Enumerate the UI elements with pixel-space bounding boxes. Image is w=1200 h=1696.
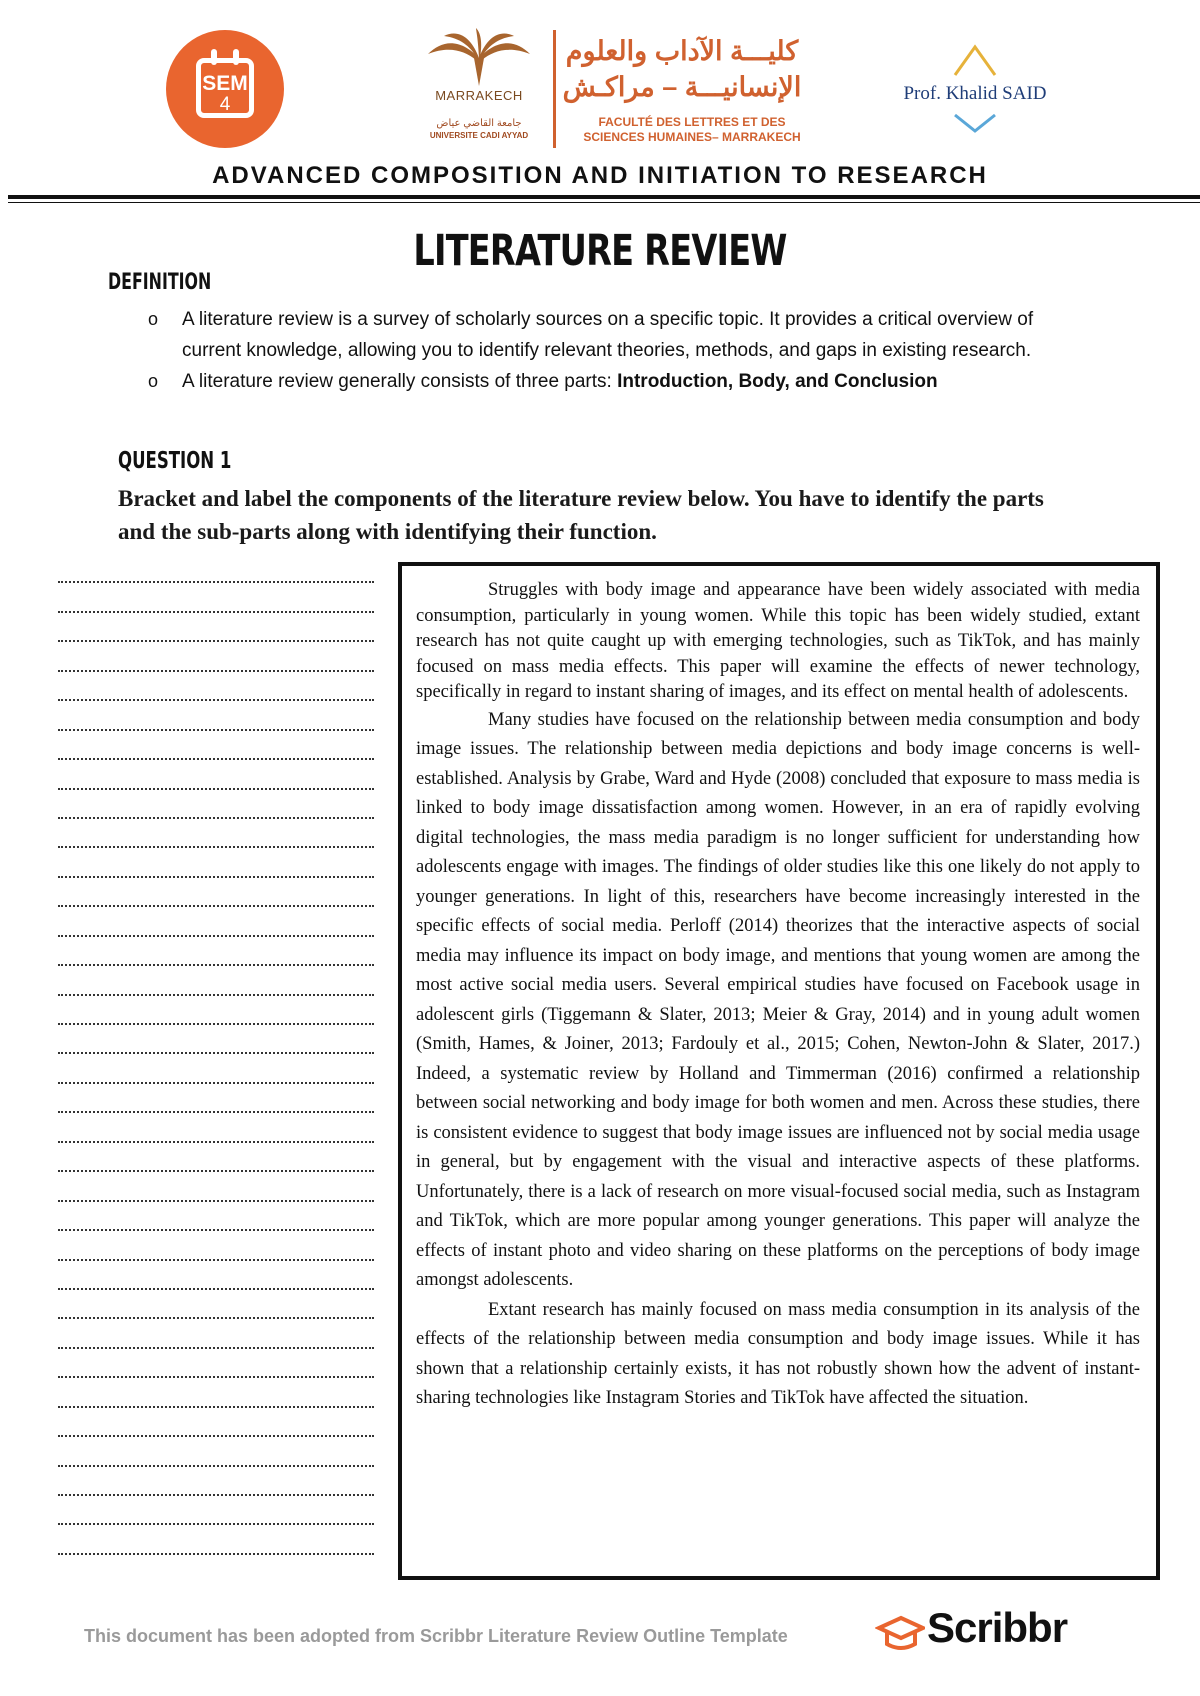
answer-line: [58, 972, 374, 1001]
answer-line: [58, 619, 374, 648]
faculty-name-ar-1: كليـــة الآداب والعلوم: [565, 36, 799, 66]
question-instructions: Bracket and label the components of the literature review below. You have to identify the parts and the sub-parts along with identifying their function.: [118, 486, 1044, 544]
answer-line: [58, 1384, 374, 1413]
answer-line: [58, 1473, 374, 1502]
answer-line: [58, 766, 374, 795]
answer-line: [58, 678, 374, 707]
answer-line: [58, 707, 374, 736]
answer-line: [58, 1031, 374, 1060]
definition-item: [142, 304, 1082, 366]
answer-line: [58, 1443, 374, 1472]
semester-badge: [166, 30, 284, 148]
faculty-name-fr-1: FACULTÉ DES LETTRES ET DES: [598, 115, 786, 129]
definition-text-2: A literature review generally consists of three parts:: [182, 371, 618, 392]
answer-line: [58, 737, 374, 766]
bullet-marker: o: [148, 371, 159, 391]
header-rule-thick: [8, 195, 1200, 199]
course-title: ADVANCED COMPOSITION AND INITIATION TO RESEARCH: [212, 162, 988, 189]
answer-line: [58, 1208, 374, 1237]
answer-line: [58, 1296, 374, 1325]
answer-line: [58, 1119, 374, 1148]
university-logo: [420, 28, 538, 146]
faculty-name-fr-2: SCIENCES HUMAINES– MARRAKECH: [583, 130, 801, 144]
palm-icon: [420, 28, 538, 90]
answer-line: [58, 1178, 374, 1207]
scribbr-logo: [875, 1600, 1075, 1660]
answer-line: [58, 1002, 374, 1031]
bullet-marker: o: [148, 309, 159, 329]
answer-line: [58, 1531, 374, 1560]
logo-divider: [553, 30, 556, 148]
university-name-ar: جامعة القاضي عياض: [436, 118, 522, 129]
answer-line: [58, 1502, 374, 1531]
answer-line: [58, 1149, 374, 1178]
definition-heading: DEFINITION: [108, 270, 212, 295]
answer-line: [58, 1325, 374, 1354]
header-rule-thin: [8, 202, 1200, 203]
answer-line: [58, 589, 374, 618]
answer-line: [58, 913, 374, 942]
answer-line: [58, 1237, 374, 1266]
review-paragraph-intro: Struggles with body image and appearance have been widely associated with media consumption, particularly in young women. While this topic has been widely studied, extant research has not quite caught up with emerging technologies, such as TikTok, and has mainly focused on mass media effects. This paper will examine the effects of newer technology, specifically in regard to instant sharing of images, and its effect on mental health of adolescents.: [416, 580, 1140, 702]
review-paragraph-body: Many studies have focused on the relationship between media consumption and body image issues. The relationship between media depictions and body image concerns is well-established. Analysis by Grabe, Ward and Hyde (2008) concluded that exposure to mass media is linked to body image dissatisfaction among women. However, in an era of rapidly evolving digital technologies, the mass media paradigm is no longer sufficient for understanding how adolescents engage with images. The findings of older studies like this one likely do not apply to younger generations. In light of this, researchers have become increasingly interested in the specific effects of social media. Perloff (2014) theorizes that the interactive aspects of social media may influence its impact on body image, and mentions that young women are among the most active social media users. Several empirical studies have focused on Facebook usage in adolescent girls (Tiggemann & Slater, 2013; Meier & Gray, 2014) and in young adult women (Smith, Hames, & Joiner, 2013; Fardouly et al., 2015; Cohen, Newton-John & Slater, 2017.) Indeed, a systematic review by Holland and Timmerman (2016) confirmed a relationship between social networking and body image for both women and men. Across these studies, there is consistent evidence to suggest that body image issues are influenced not by social media usage in general, but by engagement with the visual and interactive aspects of these platforms. Unfortunately, there is a lack of research on more visual-focused social media, such as Instagram and TikTok, which are more popular among younger generations. This paper will analyze the effects of instant photo and video sharing on these platforms on the perceptions of body image amongst adolescents.: [416, 709, 1140, 1290]
answer-line: [58, 1267, 374, 1296]
answer-line: [58, 943, 374, 972]
answer-line: [58, 1355, 374, 1384]
answer-line: [58, 854, 374, 883]
answer-line: [58, 1090, 374, 1119]
definition-parts: Introduction, Body, and Conclusion: [617, 371, 938, 392]
page-title: LITERATURE REVIEW: [413, 226, 787, 276]
answer-line: [58, 796, 374, 825]
literature-review-box: [398, 562, 1160, 1580]
answer-line: [58, 560, 374, 589]
literature-review-text: [416, 578, 1140, 1414]
semester-number: 4: [219, 94, 231, 115]
question-heading: QUESTION 1: [118, 448, 232, 474]
professor-name: Prof. Khalid SAID: [903, 83, 1047, 104]
university-city: MARRAKECH: [435, 88, 523, 103]
answer-line: [58, 1060, 374, 1089]
definition-item: [142, 366, 1082, 397]
answer-line: [58, 1414, 374, 1443]
definition-list: [142, 304, 1082, 397]
answer-line: [58, 825, 374, 854]
scribbr-wordmark: Scribbr: [927, 1604, 1068, 1651]
answer-lines: [58, 560, 374, 1561]
definition-text-1: A literature review is a survey of scholarly sources on a specific topic. It provides a critical overview of current knowledge, allowing you to identify relevant theories, methods, and gaps in existing research.: [182, 309, 1034, 361]
answer-line: [58, 884, 374, 913]
answer-line: [58, 648, 374, 677]
graduation-cap-icon: [875, 1608, 925, 1658]
faculty-name-ar-2: الإنسانيـــة – مراكـش: [562, 72, 802, 102]
professor-logo: [900, 43, 1050, 135]
semester-label: SEM: [202, 72, 248, 95]
review-paragraph-conclusion: Extant research has mainly focused on mass media consumption in its analysis of the effects of the relationship between media consumption and body image issues. While it has shown that a relationship certainly exists, it has not robustly shown how the advent of instant-sharing technologies like Instagram Stories and TikTok have affected the situation.: [416, 1299, 1140, 1408]
university-name-en: UNIVERSITE CADI AYYAD: [429, 131, 529, 140]
footer-note: This document has been adopted from Scribbr Literature Review Outline Template: [84, 1626, 788, 1646]
